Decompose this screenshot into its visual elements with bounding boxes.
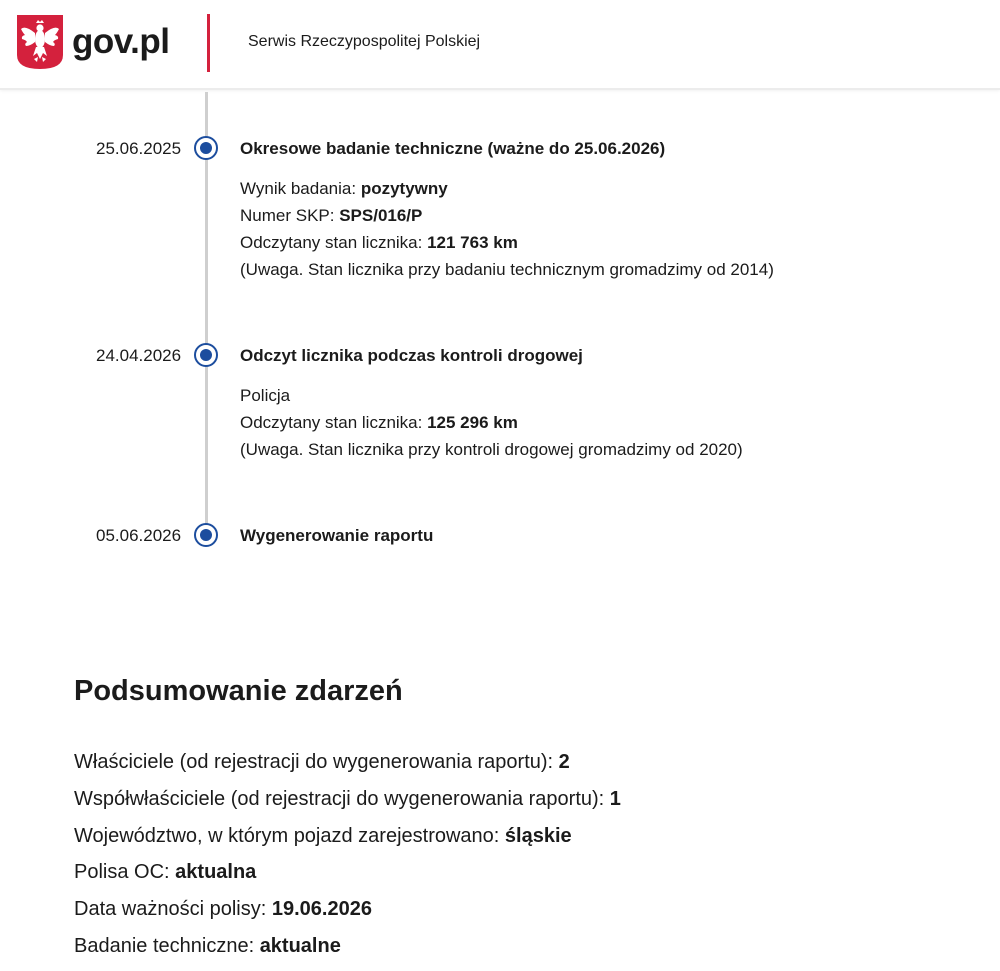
summary-label: Właściciele (od rejestracji do wygenerowania raportu): [74,751,559,773]
detail-row [240,175,774,202]
gov-pl-logo-link[interactable]: gov.pl [72,22,170,61]
detail-label: Odczytany stan licznika: [240,413,428,432]
summary-label: Województwo, w którym pojazd zarejestrowano: [74,824,505,847]
detail-value: 121 763 km [427,233,518,252]
summary-label: Badanie techniczne: [74,934,260,957]
event-date: 25.06.2025 [96,139,182,158]
timeline-dot-icon [194,136,218,160]
detail-label: Wynik badania: [240,179,361,198]
event-date: 24.04.2026 [96,346,182,365]
detail-label: Policja [240,386,291,405]
summary-value: 19.06.2026 [271,898,372,921]
detail-row [240,229,774,256]
summary-value: 2 [558,751,570,773]
service-name: Serwis Rzeczypospolitej Polskiej [248,33,481,50]
summary-item-oc-policy [74,854,621,891]
detail-row [240,382,743,409]
timeline-dot-icon [194,523,218,547]
detail-value: SPS/016/P [339,206,423,225]
summary-item-voivodeship [74,818,621,855]
summary-item-co-owners [74,781,621,818]
detail-value: pozytywny [360,179,448,198]
event-title: Odczyt licznika podczas kontroli drogowej [240,346,583,365]
detail-value: 125 296 km [427,413,518,432]
detail-label: Numer SKP: [240,206,340,225]
event-title: Okresowe badanie techniczne (ważne do 25.06.2026) [240,139,666,158]
summary-label: Współwłaściciele (od rejestracji do wygenerowania raportu): [74,787,610,810]
summary-item-technical-inspection [74,928,621,965]
detail-label: (Uwaga. Stan licznika przy kontroli drogowej gromadzimy od 2020) [240,440,743,459]
detail-label: (Uwaga. Stan licznika przy badaniu technicznym gromadzimy od 2014) [240,260,774,279]
site-header [0,0,1000,90]
summary-label: Polisa OC: [74,861,176,884]
detail-note [240,436,743,463]
detail-note [240,256,774,283]
summary-heading: Podsumowanie zdarzeń [74,675,403,707]
detail-row [240,409,743,436]
summary-value: aktualna [175,861,257,884]
event-title: Wygenerowanie raportu [240,526,434,545]
summary-label: Data ważności polisy: [74,898,272,921]
polish-eagle-emblem-icon [17,15,63,69]
summary-value: śląskie [504,824,572,847]
summary-value: 1 [609,787,621,810]
detail-label: Odczytany stan licznika: [240,233,428,252]
header-divider [207,14,210,72]
detail-row [240,202,774,229]
summary-item-owners [74,744,621,781]
summary-item-policy-expiry [74,891,621,928]
event-details [240,175,774,283]
summary-value: aktualne [259,934,341,957]
timeline-dot-icon [194,343,218,367]
event-details [240,382,743,463]
event-date: 05.06.2026 [96,526,182,545]
summary-list [74,744,621,965]
